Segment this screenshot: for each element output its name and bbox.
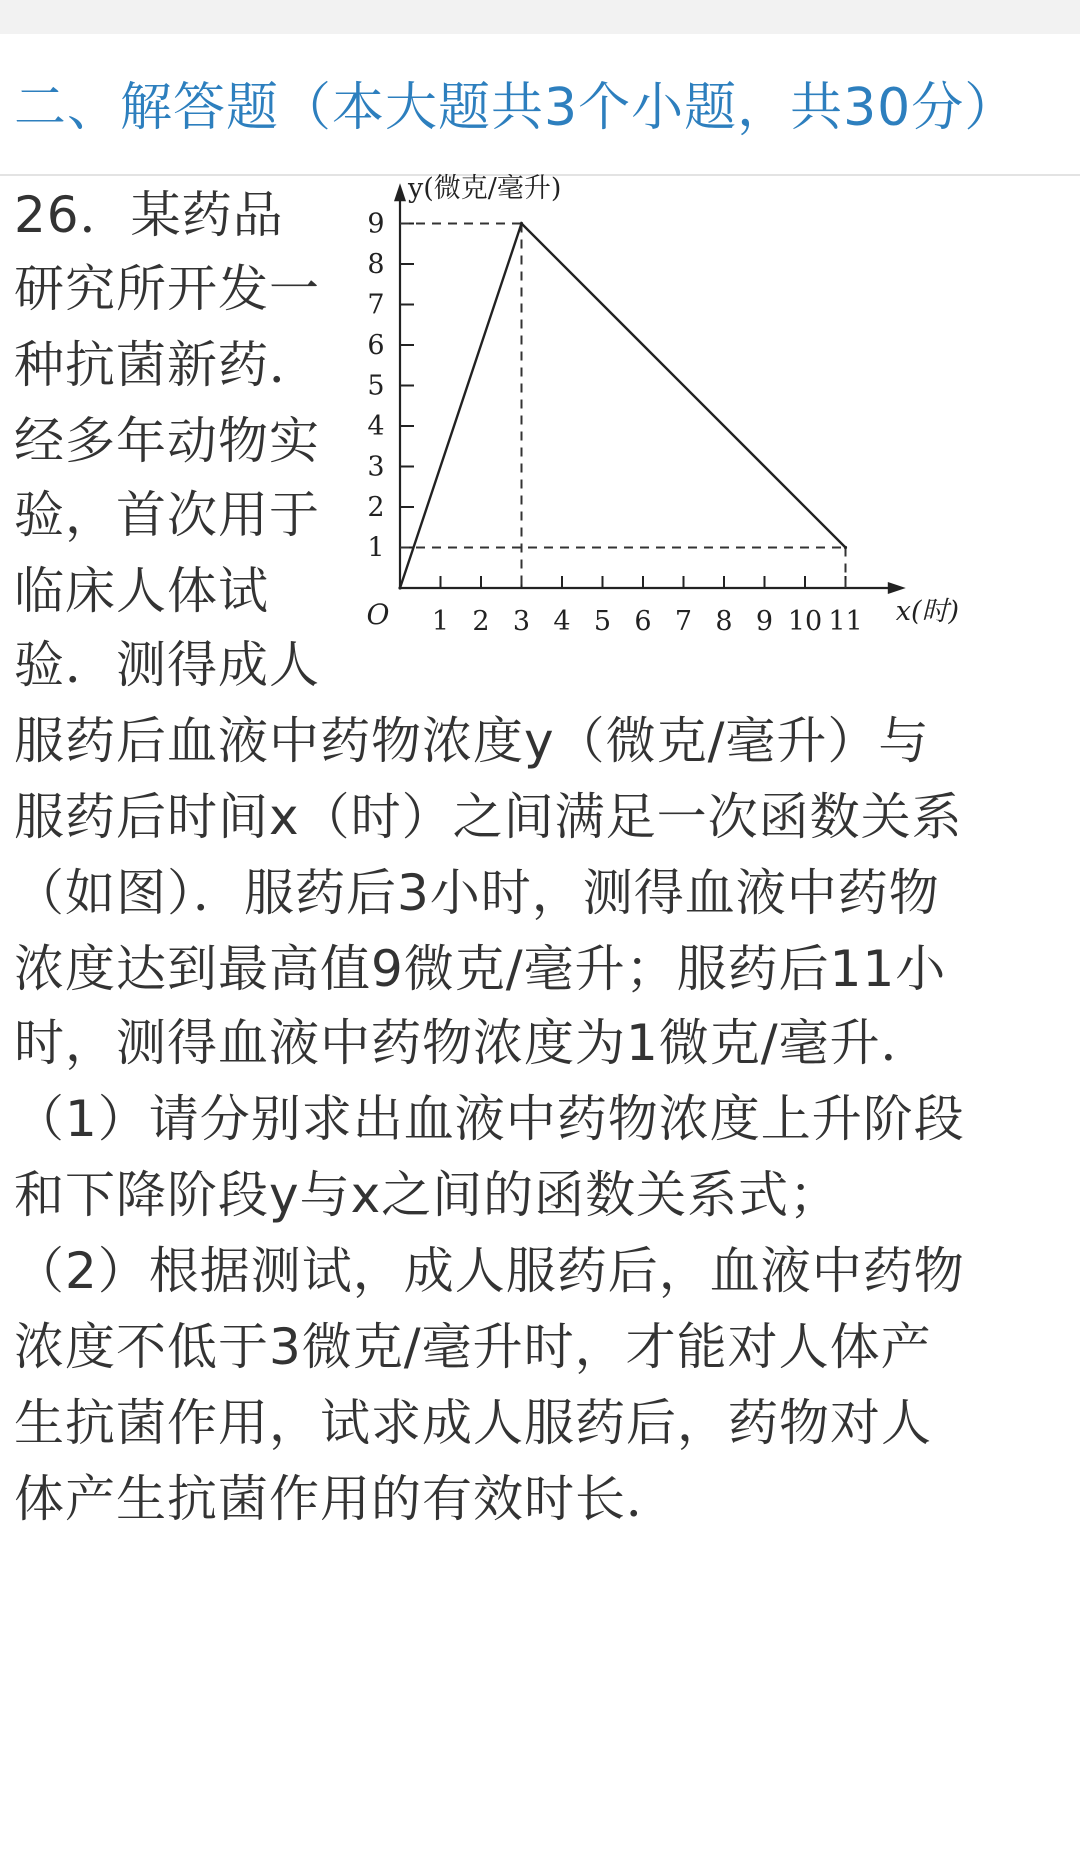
problem-line: 验，首次用于 bbox=[14, 486, 320, 544]
question-1: （1）请分别求出血液中药物浓度上升阶段 bbox=[14, 1090, 965, 1148]
section-header bbox=[0, 34, 1080, 176]
data-point bbox=[520, 222, 523, 225]
x-tick-label: 11 bbox=[828, 606, 863, 637]
problem-line: 种抗菌新药． bbox=[14, 336, 320, 394]
question-2: 体产生抗菌作用的有效时长． bbox=[14, 1470, 677, 1528]
x-tick-label: 4 bbox=[553, 606, 571, 637]
problem-line: 服药后时间x（时）之间满足一次函数关系 bbox=[14, 788, 963, 846]
y-tick-label: 5 bbox=[367, 370, 385, 402]
question-2: 浓度不低于3微克/毫升时，才能对人体产 bbox=[14, 1318, 932, 1376]
x-tick-label: 8 bbox=[715, 606, 733, 637]
y-tick-label: 8 bbox=[367, 249, 385, 280]
top-bar bbox=[0, 0, 1080, 34]
problem-line: （如图）．服药后3小时，测得血液中药物 bbox=[14, 864, 940, 922]
x-tick-label: 5 bbox=[593, 606, 612, 637]
x-tick-label: 7 bbox=[674, 606, 693, 637]
y-axis-label: y(微克/毫升) bbox=[408, 173, 562, 205]
x-tick-label: 2 bbox=[472, 606, 490, 637]
x-tick-label: 6 bbox=[634, 606, 652, 637]
y-tick-label: 9 bbox=[367, 208, 385, 240]
y-tick-label: 4 bbox=[367, 411, 385, 442]
y-tick-label: 2 bbox=[367, 492, 385, 523]
y-tick-label: 7 bbox=[367, 289, 385, 321]
problem-line: 研究所开发一 bbox=[14, 260, 320, 318]
x-tick-label: 10 bbox=[787, 606, 823, 637]
series-line bbox=[400, 224, 846, 589]
data-point bbox=[844, 546, 847, 549]
problem-line: 26．某药品 bbox=[14, 186, 284, 244]
question-2: （2）根据测试，成人服药后，血液中药物 bbox=[14, 1242, 965, 1300]
concentration-graph bbox=[345, 173, 1075, 753]
section-title: 二、解答题（本大题共3个小题，共30分） bbox=[14, 78, 1018, 138]
x-tick-label: 9 bbox=[755, 606, 774, 637]
y-axis-arrow bbox=[394, 183, 406, 201]
problem-line: 验．测得成人 bbox=[14, 636, 320, 694]
question-1: 和下降阶段y与x之间的函数关系式； bbox=[14, 1166, 841, 1224]
problem-line: 浓度达到最高值9微克/毫升；服药后11小 bbox=[14, 940, 947, 998]
x-axis-arrow bbox=[888, 582, 906, 594]
problem-line: 时，测得血液中药物浓度为1微克/毫升． bbox=[14, 1014, 932, 1072]
y-tick-label: 3 bbox=[367, 451, 385, 483]
x-axis-label: x(时) bbox=[895, 596, 960, 627]
problem-line: 服药后血液中药物浓度y（微克/毫升）与 bbox=[14, 712, 930, 770]
question-2: 生抗菌作用，试求成人服药后，药物对人 bbox=[14, 1394, 932, 1452]
y-tick-label: 6 bbox=[367, 330, 385, 361]
y-tick-label: 1 bbox=[367, 532, 385, 564]
x-tick-label: 1 bbox=[431, 606, 450, 637]
x-tick-label: 3 bbox=[512, 606, 531, 637]
origin-label: O bbox=[366, 598, 390, 631]
problem-line: 临床人体试 bbox=[14, 562, 269, 620]
data-point bbox=[398, 586, 401, 589]
problem-line: 经多年动物实 bbox=[14, 412, 320, 470]
